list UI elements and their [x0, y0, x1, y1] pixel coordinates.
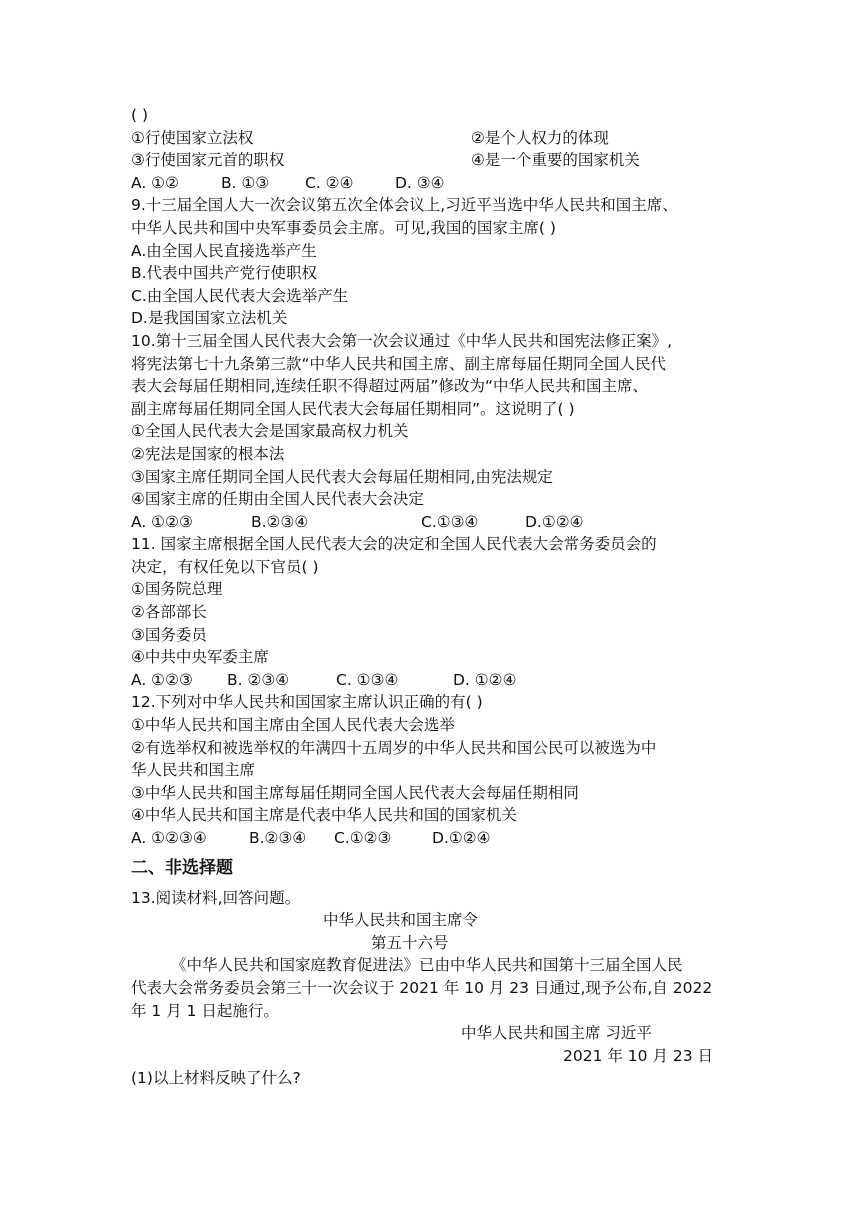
decree-number: 第五十六号 [371, 933, 449, 952]
q11-choice-a: A. ①②③ [131, 670, 193, 689]
q8-option-3: ③行使国家元首的职权 [131, 151, 285, 170]
q9-choice-d: D.是我国国家立法机关 [131, 309, 288, 328]
q9-stem-line-1: 9.十三届全国人大一次会议第五次全体会议上,习近平当选中华人民共和国主席、 [131, 196, 678, 215]
section-title: 二、非选择题 [131, 857, 233, 878]
q11-choice-d: D. ①②④ [453, 670, 517, 689]
q10-stem-line-1: 10.第十三届全国人民代表大会第一次会议通过《中华人民共和国宪法修正案》, [131, 331, 673, 350]
q10-statement-3: ③国家主席任期同全国人民代表大会每届任期相同,由宪法规定 [131, 467, 553, 486]
decree-body-line-3: 年 1 月 1 日起施行。 [131, 1001, 279, 1020]
q11-choices [131, 669, 731, 692]
q12-choice-c: C.①②③ [334, 829, 392, 847]
q11-choice-c: C. ①③④ [336, 670, 399, 689]
q10-choice-b: B.②③④ [251, 512, 309, 531]
decree-body-line-2: 代表大会常务委员会第三十一次会议于 2021 年 10 月 23 日通过,现予公布,自 2022 [131, 978, 713, 997]
q9-choice-b: B.代表中国共产党行使职权 [131, 264, 318, 283]
q12-choice-d: D.①②④ [432, 829, 491, 847]
q8-choice-c: C. ②④ [305, 173, 354, 192]
q10-choice-a: A. ①②③ [131, 512, 193, 531]
q12-choice-a: A. ①②③④ [131, 829, 207, 847]
q10-stem-line-3: 表大会每届任期相同,连续任职不得超过两届”修改为“中华人民共和国主席、 [131, 377, 648, 396]
q8-option-2: ②是个人权力的体现 [471, 128, 609, 147]
q10-choice-c: C.①③④ [421, 512, 479, 531]
q10-stem-line-4: 副主席每届任期同全国人民代表大会每届任期相同”。这说明了( ) [131, 399, 575, 418]
q11-statement-1: ①国务院总理 [131, 580, 223, 599]
q12-statement-3: ③中华人民共和国主席每届任期同全国人民代表大会每届任期相同 [131, 783, 579, 802]
q9-choice-c: C.由全国人民代表大会选举产生 [131, 286, 349, 305]
document-page [131, 104, 731, 1090]
q12-statement-4: ④中华人民共和国主席是代表中华人民共和国的国家机关 [131, 806, 517, 825]
q10-stem-line-2: 将宪法第七十九条第三款“中华人民共和国主席、副主席每届任期同全国人民代 [131, 354, 667, 373]
decree-title: 中华人民共和国主席令 [323, 911, 479, 930]
q12-statement-2-line-1: ②有选举权和被选举权的年满四十五周岁的中华人民共和国公民可以被选为中 [131, 738, 657, 757]
q8-options-row-1 [131, 127, 731, 150]
q13-sub-question-1: (1)以上材料反映了什么? [131, 1069, 301, 1088]
q8-bracket: ( ) [131, 106, 149, 124]
q13-intro: 13.阅读材料,回答问题。 [131, 888, 301, 907]
q10-statement-2: ②宪法是国家的根本法 [131, 444, 285, 463]
q8-option-1: ①行使国家立法权 [131, 128, 254, 147]
q11-stem-line-1: 11. 国家主席根据全国人民代表大会的决定和全国人民代表大会常务委员会的 [131, 535, 657, 554]
q10-statement-1: ①全国人民代表大会是国家最高权力机关 [131, 422, 409, 441]
q8-choices [131, 172, 731, 195]
q8-option-4: ④是一个重要的国家机关 [471, 151, 640, 170]
q8-options-row-2 [131, 149, 731, 172]
q11-statement-2: ②各部部长 [131, 603, 207, 622]
q12-choices [131, 827, 731, 850]
q12-choice-b: B.②③④ [249, 829, 307, 847]
q8-choice-a: A. ①② [131, 173, 179, 192]
q9-choice-a: A.由全国人民直接选举产生 [131, 241, 317, 260]
decree-signer: 中华人民共和国主席 习近平 [461, 1024, 652, 1043]
decree-date: 2021 年 10 月 23 日 [563, 1046, 714, 1065]
decree-body-line-1: 《中华人民共和国家庭教育促进法》已由中华人民共和国第十三届全国人民 [171, 956, 683, 975]
q12-statement-2-line-2: 华人民共和国主席 [131, 761, 256, 780]
q11-statement-3: ③国务委员 [131, 625, 207, 644]
q8-choice-b: B. ①③ [221, 173, 270, 192]
q10-choices [131, 511, 731, 534]
q9-stem-line-2: 中华人民共和国中央军事委员会主席。可见,我国的国家主席( ) [131, 218, 556, 237]
q10-statement-4: ④国家主席的任期由全国人民代表大会决定 [131, 490, 424, 509]
q8-choice-d: D. ③④ [395, 173, 445, 192]
q12-stem: 12.下列对中华人民共和国国家主席认识正确的有( ) [131, 693, 483, 712]
q11-statement-4: ④中共中央军委主席 [131, 648, 269, 667]
q10-choice-d: D.①②④ [525, 512, 584, 531]
q11-choice-b: B. ②③④ [227, 670, 290, 689]
q12-statement-1: ①中华人民共和国主席由全国人民代表大会选举 [131, 716, 455, 735]
q11-stem-line-2: 决定，有权任免以下官员( ) [131, 557, 319, 576]
